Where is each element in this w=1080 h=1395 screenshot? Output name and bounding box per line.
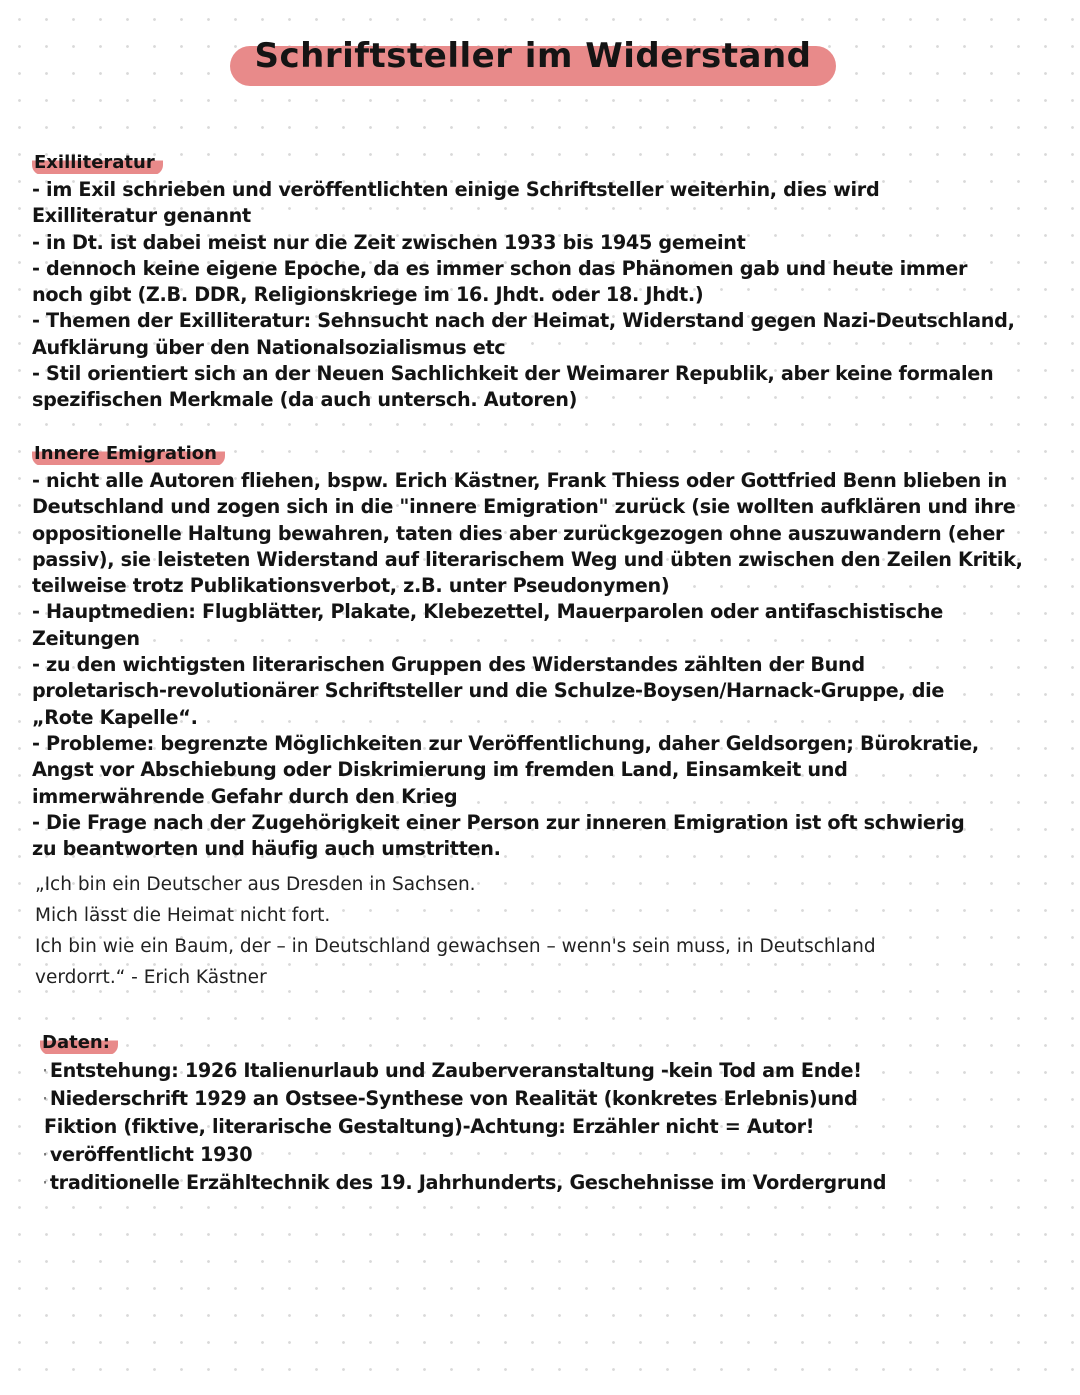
- section-heading-daten: Daten:: [40, 1031, 118, 1055]
- text-line: Aufklärung über den Nationalsozialismus etc: [32, 335, 506, 359]
- quote-line: verdorrt.“ - Erich Kästner: [35, 967, 267, 988]
- list-item-text: traditionelle Erzähltechnik des 19. Jahrhunderts, Geschehnisse im Vordergrund: [49, 1171, 887, 1194]
- section-innere-emigration: [32, 468, 1052, 862]
- section-daten: [42, 1057, 1042, 1197]
- title-highlight: [230, 36, 836, 86]
- text-line: Exilliteratur genannt: [32, 204, 251, 228]
- bullet: ·: [42, 1059, 48, 1082]
- text-line: proletarisch-revolutionärer Schriftsteller und die Schulze-Boysen/Harnack-Gruppe, die: [32, 679, 945, 703]
- page-title: Schriftsteller im Widerstand: [254, 36, 812, 76]
- text-line: teilweise trotz Publikationsverbot, z.B. unter Pseudonymen): [32, 574, 670, 598]
- bullet: ·: [42, 1171, 48, 1194]
- list-item: [42, 1141, 1042, 1169]
- bullet: ·: [42, 1143, 48, 1166]
- text-line: immerwährende Gefahr durch den Krieg: [32, 784, 458, 808]
- text-line: - zu den wichtigsten literarischen Gruppen des Widerstandes zählten der Bund: [32, 653, 865, 677]
- text-line: passiv), sie leisteten Widerstand auf literarischem Weg und übten zwischen den Zeilen Kritik,: [32, 547, 1023, 571]
- text-line: Zeitungen: [32, 626, 140, 650]
- quote-line: „Ich bin ein Deutscher aus Dresden in Sachsen.: [35, 874, 476, 895]
- text-line: noch gibt (Z.B. DDR, Religionskriege im 16. Jhdt. oder 18. Jhdt.): [32, 283, 704, 307]
- text-line: - dennoch keine eigene Epoche, da es immer schon das Phänomen gab und heute immer: [32, 256, 968, 280]
- list-item: [42, 1057, 1042, 1085]
- text-line: Angst vor Abschiebung oder Diskrimierung im fremden Land, Einsamkeit und: [32, 758, 848, 782]
- text-line: oppositionelle Haltung bewahren, taten dies aber zurückgezogen ohne auszuwandern (eher: [32, 521, 1005, 545]
- text-line: - Themen der Exilliteratur: Sehnsucht nach der Heimat, Widerstand gegen Nazi-Deutschland,: [32, 309, 1015, 333]
- section-heading-exilliteratur: Exilliteratur: [32, 151, 163, 175]
- list-item-text: Fiktion (fiktive, literarische Gestaltung)-Achtung: Erzähler nicht = Autor!: [44, 1115, 815, 1138]
- text-line: - Stil orientiert sich an der Neuen Sachlichkeit der Weimarer Republik, aber keine formalen: [32, 362, 994, 386]
- quote-line: Mich lässt die Heimat nicht fort.: [35, 905, 331, 926]
- list-item: [42, 1085, 1042, 1113]
- quote-line: Ich bin wie ein Baum, der – in Deutschland gewachsen – wenn's sein muss, in Deutschland: [35, 936, 876, 957]
- list-item-text: veröffentlicht 1930: [49, 1143, 253, 1166]
- list-item-text: Entstehung: 1926 Italienurlaub und Zauberveranstaltung -kein Tod am Ende!: [49, 1059, 862, 1082]
- section-heading-innere-emigration: Innere Emigration: [32, 442, 225, 466]
- text-line: - Die Frage nach der Zugehörigkeit einer Person zur inneren Emigration ist oft schwierig: [32, 810, 965, 834]
- list-item-text: Niederschrift 1929 an Ostsee-Synthese von Realität (konkretes Erlebnis)und: [49, 1087, 858, 1110]
- text-line: spezifischen Merkmale (da auch untersch. Autoren): [32, 388, 578, 412]
- list-item: [42, 1169, 1042, 1197]
- text-line: - Hauptmedien: Flugblätter, Plakate, Klebezettel, Mauerparolen oder antifaschistische: [32, 600, 943, 624]
- text-line: Deutschland und zogen sich in die "innere Emigration" zurück (sie wollten aufklären und ihre: [32, 495, 1016, 519]
- list-item: [42, 1113, 1042, 1141]
- text-line: - nicht alle Autoren fliehen, bspw. Erich Kästner, Frank Thiess oder Gottfried Benn blieben in: [32, 469, 1008, 492]
- kaestner-quote: [35, 869, 1045, 993]
- text-line: zu beantworten und häufig auch umstritten.: [32, 837, 501, 861]
- text-line: - Probleme: begrenzte Möglichkeiten zur Veröffentlichung, daher Geldsorgen; Bürokratie,: [32, 731, 979, 755]
- bullet: ·: [42, 1087, 48, 1110]
- section-exilliteratur: [32, 177, 1052, 414]
- text-line: „Rote Kapelle“.: [32, 705, 198, 729]
- text-line: - im Exil schrieben und veröffentlichten einige Schriftsteller weiterhin, dies wird: [32, 178, 880, 201]
- text-line: - in Dt. ist dabei meist nur die Zeit zwischen 1933 bis 1945 gemeint: [32, 230, 746, 254]
